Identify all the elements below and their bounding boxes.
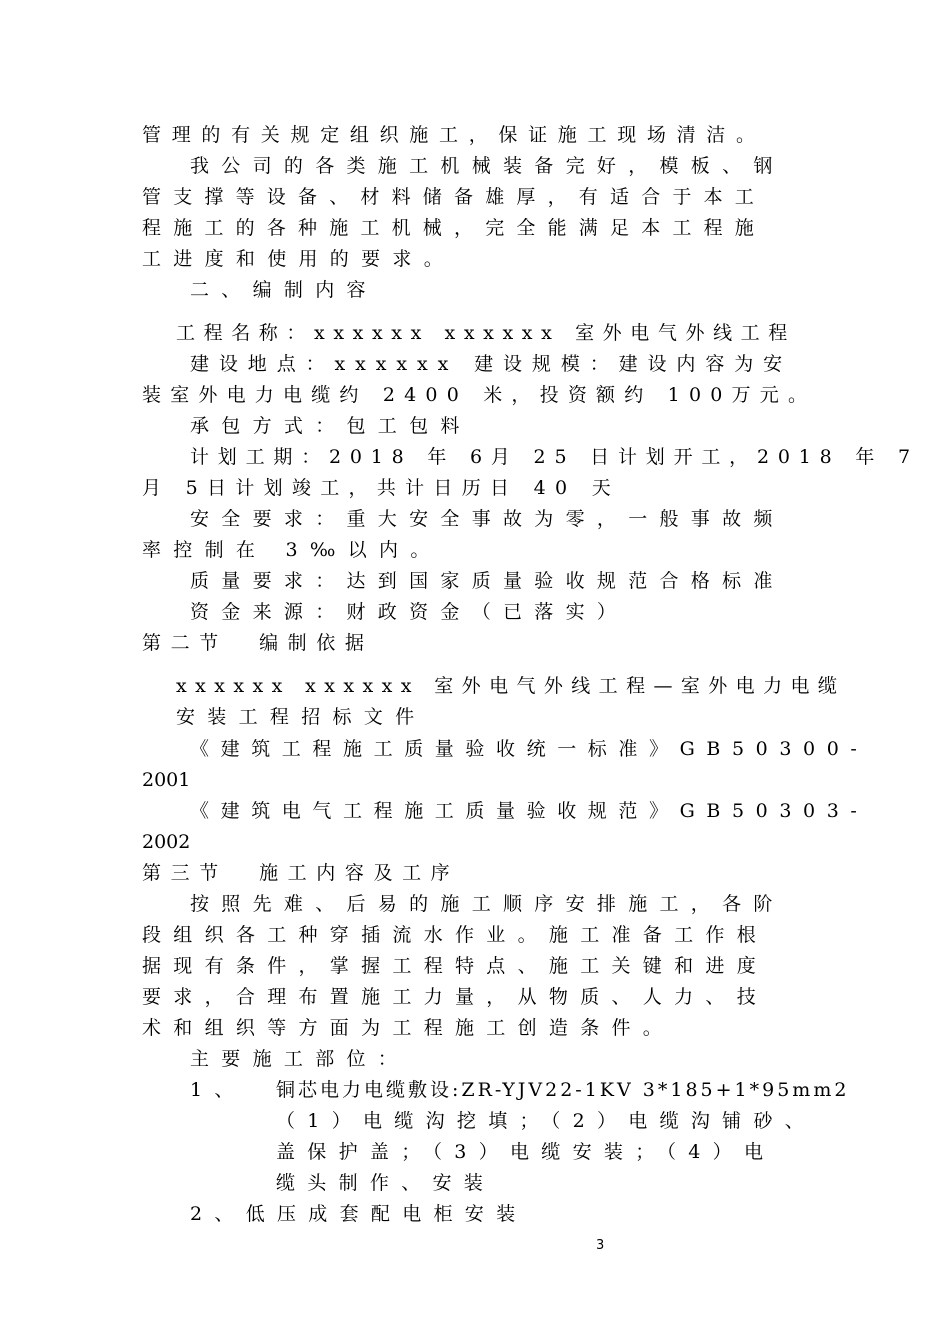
text-line: 我公司的各类施工机械装备完好，模板、钢	[190, 155, 785, 177]
section-heading: 二、编制内容	[190, 279, 378, 301]
list-number: 1、	[190, 1079, 246, 1101]
text-line: 《建筑电气工程施工质量验收规范》GB50303-	[190, 800, 869, 822]
list-item: 缆头制作、安装	[276, 1172, 496, 1194]
text-line: 主要施工部位：	[190, 1048, 410, 1070]
text-line: 《建筑工程施工质量验收统一标准》GB50300-	[190, 738, 869, 760]
text-line: 管支撑等设备、材料储备雄厚，有适合于本工	[142, 186, 767, 208]
text-line: 程施工的各种施工机械，完全能满足本工程施	[142, 217, 767, 239]
text-line: 装室外电力电缆约 2400 米，投资额约 100万元。	[142, 384, 817, 406]
text-line: 工程名称：xxxxxx xxxxxx 室外电气外线工程	[176, 322, 796, 344]
list-item: （1）电缆沟挖填；（2）电缆沟铺砂、	[276, 1110, 817, 1132]
text-line: 承包方式：包工包料	[190, 415, 472, 437]
text-line: 安装工程招标文件	[176, 706, 427, 728]
text-line: xxxxxx xxxxxx 室外电气外线工程—室外电力电缆	[176, 675, 846, 697]
text-line: 术和组织等方面为工程施工创造条件。	[142, 1017, 675, 1039]
list-item: 铜芯电力电缆敷设:ZR-YJV22-1KV 3*185+1*95mm2	[276, 1079, 850, 1101]
text-line: 率控制在 3‰以内。	[142, 539, 442, 561]
text-line: 资金来源：财政资金（已落实）	[190, 601, 629, 623]
text-line: 按照先难、后易的施工顺序安排施工，各阶	[190, 893, 785, 915]
text-line: 要求，合理布置施工力量，从物质、人力、技	[142, 986, 769, 1008]
section-heading: 第二节 编制依据	[142, 632, 374, 654]
list-item: 盖保护盖；（3）电缆安装；（4）电	[276, 1141, 776, 1163]
list-item: 2、低压成套配电柜安装	[190, 1203, 528, 1225]
section-heading: 第三节 施工内容及工序	[142, 862, 460, 884]
text-line: 安全要求：重大安全事故为零，一般事故频	[190, 508, 785, 530]
text-line: 工进度和使用的要求。	[142, 248, 456, 270]
text-line: 2002	[142, 831, 191, 853]
text-line: 计划工期：2018 年 6月 25 日计划开工，2018 年 7	[190, 446, 919, 468]
text-line: 2001	[142, 769, 191, 791]
text-line: 建设地点：xxxxxx 建设规模：建设内容为安	[190, 353, 793, 375]
text-line: 据现有条件，掌握工程特点、施工关键和进度	[142, 955, 769, 977]
page-number: 3	[596, 1238, 605, 1253]
text-line: 段组织各工种穿插流水作业。施工准备工作根	[142, 924, 769, 946]
text-line: 管理的有关规定组织施工，保证施工现场清洁。	[142, 124, 766, 146]
text-line: 月 5日计划竣工，共计日历日 40 天	[142, 477, 621, 499]
text-line: 质量要求：达到国家质量验收规范合格标准	[190, 570, 785, 592]
